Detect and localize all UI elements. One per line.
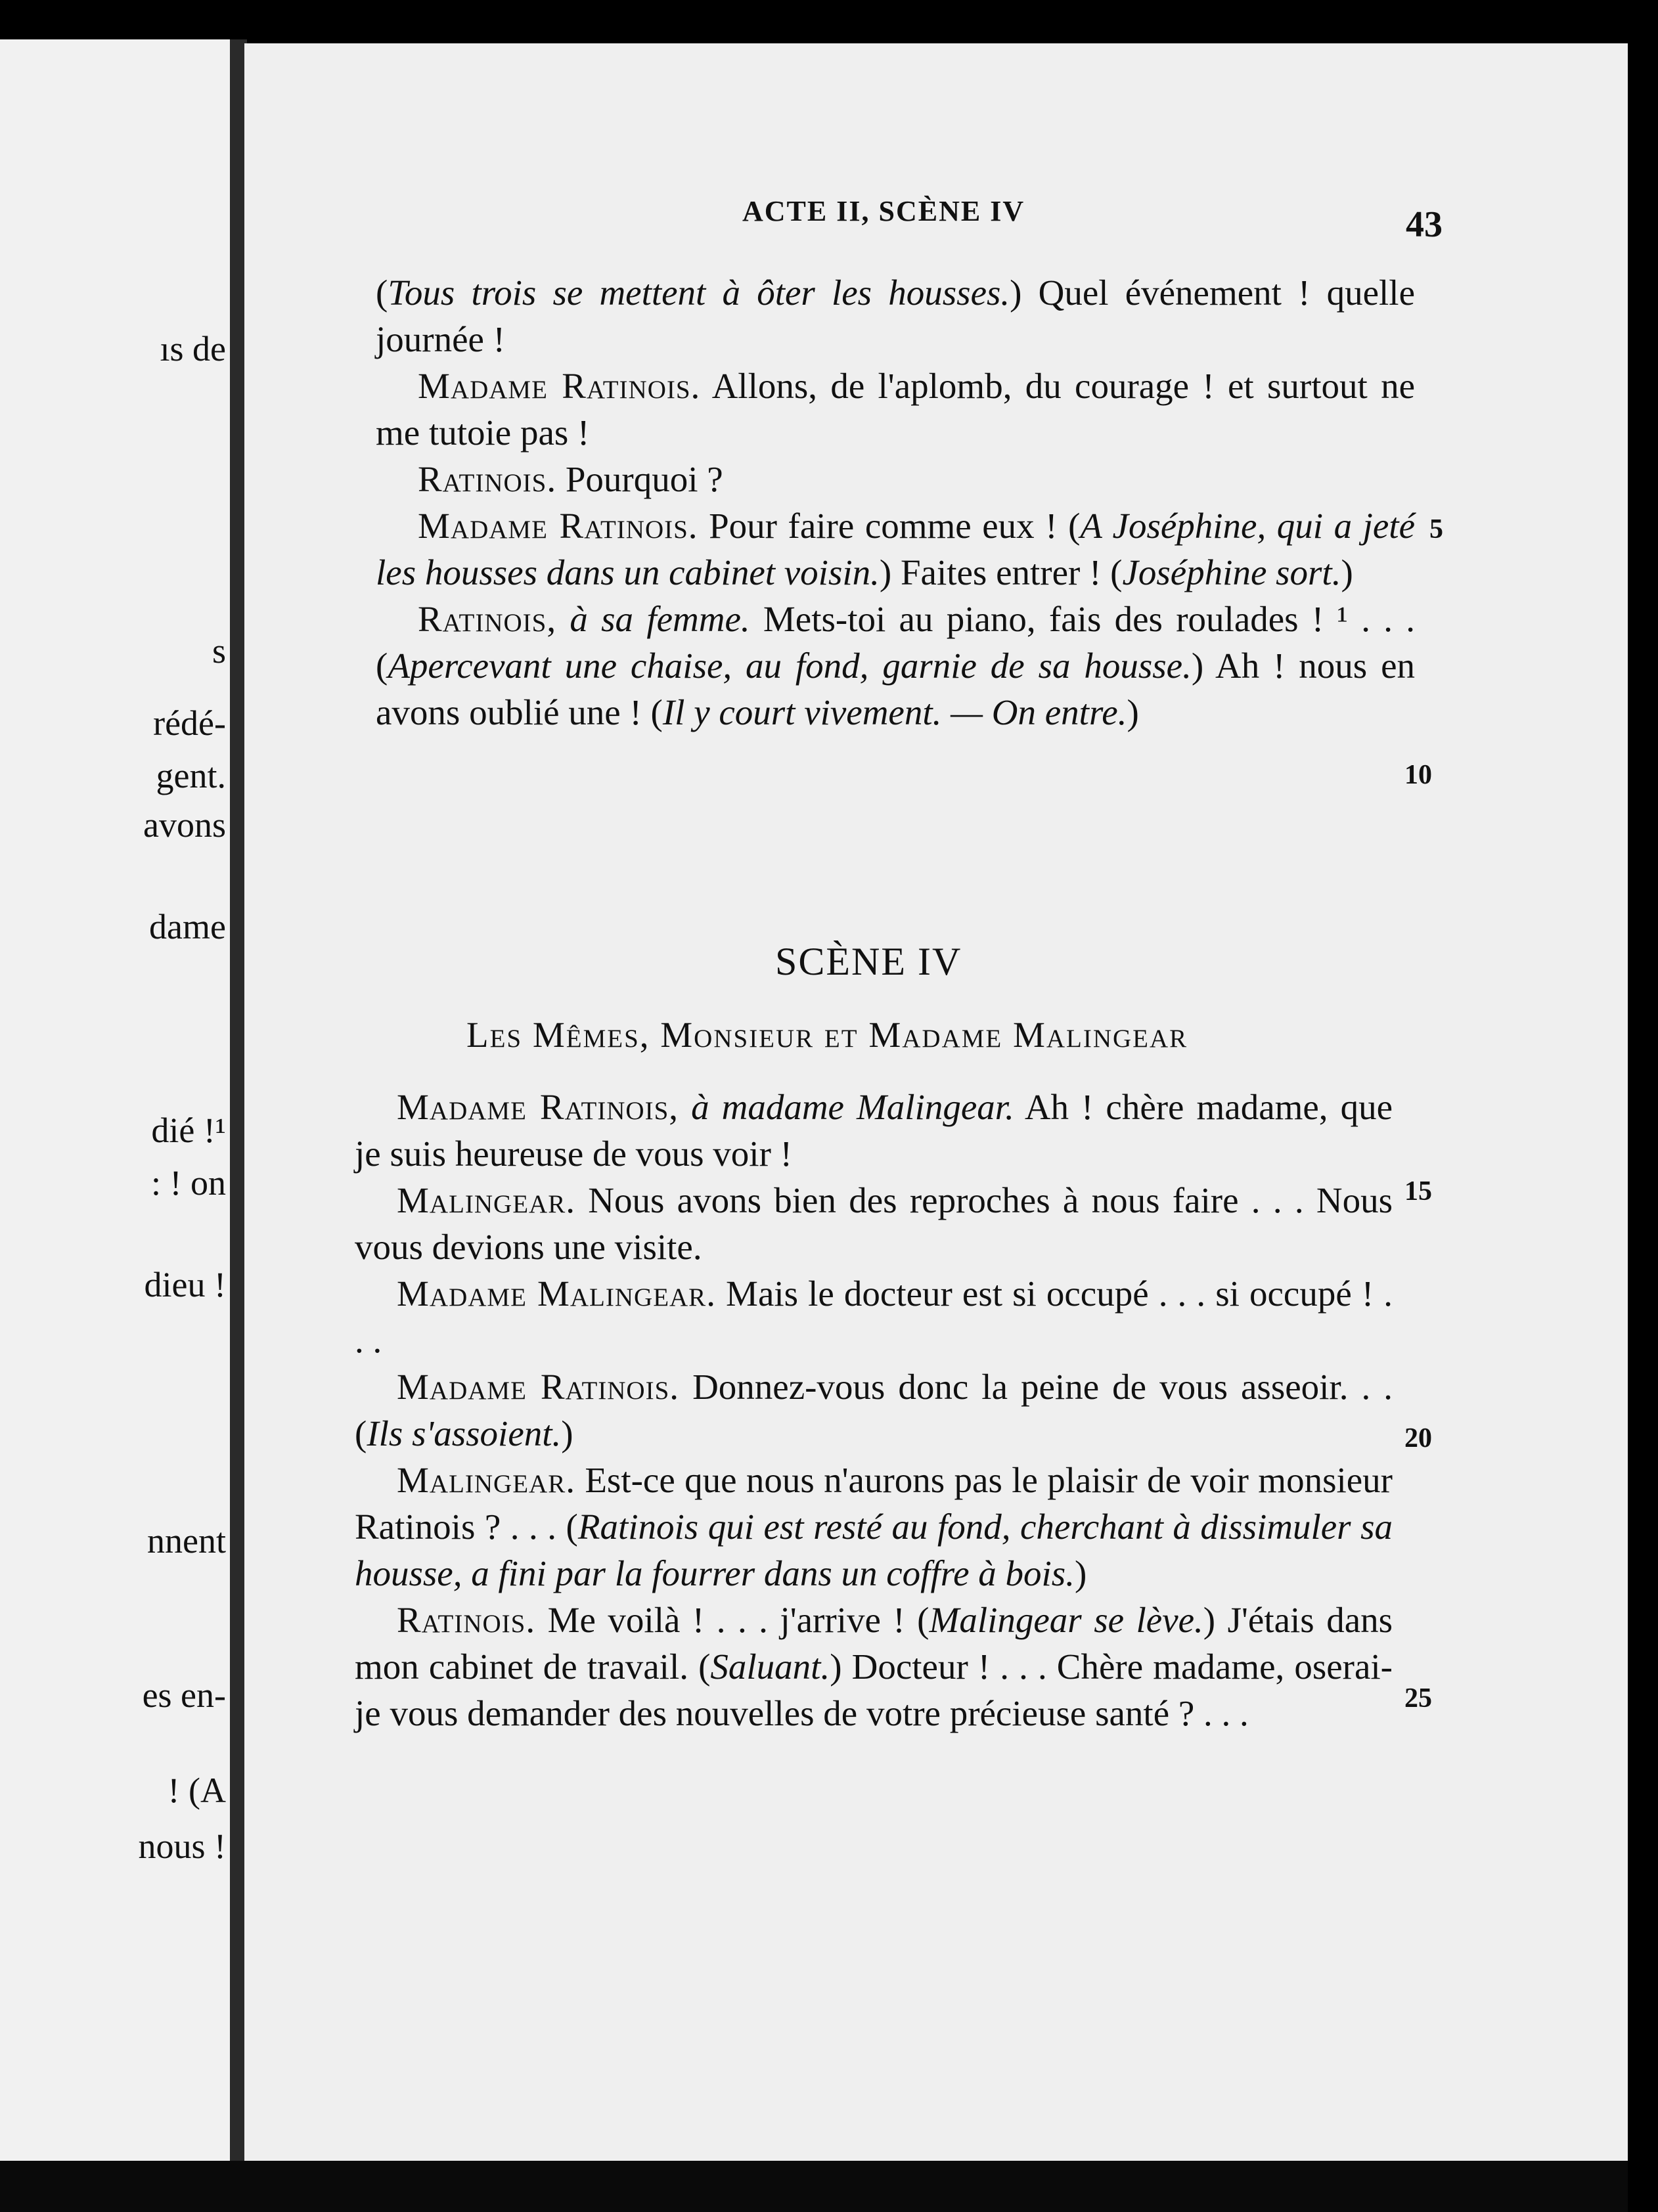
stage-direction: Ratinois qui est resté au fond, cherchant à dissimuler sa housse, a fini par la fourrer dans un coffre à bois. — [355, 1507, 1393, 1593]
page-number: 43 — [1406, 204, 1443, 245]
line-number: 25 — [1404, 1683, 1432, 1714]
line-number: 10 — [1404, 760, 1432, 790]
stage-direction: Ils s'assoient. — [367, 1413, 562, 1453]
speaker-name: Ratinois. — [397, 1600, 536, 1640]
line-number: 5 — [1429, 514, 1443, 544]
speaker-name: Malingear. — [397, 1460, 575, 1500]
dialogue-paragraph — [355, 1363, 1393, 1457]
left-page-fragment: nnent — [147, 1521, 226, 1560]
dialogue-paragraph — [376, 596, 1415, 736]
dialogue-text: Allons, de l'aplomb, du courage ! et surtout ne me tutoie pas ! — [376, 366, 1416, 453]
scene-characters: Les Mêmes, Monsieur et Madame Malingear — [466, 1015, 1188, 1055]
dialogue-text: ) Quel événement ! quelle journée ! — [376, 273, 1415, 359]
dialogue-paragraph — [355, 1457, 1393, 1597]
dialogue-text: Me voilà ! . . . j'arrive ! ( — [547, 1600, 930, 1640]
speaker-name: Madame Ratinois, — [397, 1087, 679, 1127]
left-page-fragments — [0, 39, 238, 2161]
stage-direction: Malingear se lève. — [929, 1600, 1203, 1640]
stage-direction: Il y court vivement. — On entre. — [662, 692, 1127, 732]
dialogue-paragraph — [355, 1177, 1393, 1270]
left-page-fragment: gent. — [156, 756, 226, 795]
left-page-fragment: dié !¹ — [151, 1111, 226, 1150]
dialogue-paragraph — [376, 269, 1415, 363]
dialogue-paragraph — [376, 363, 1415, 456]
left-page-fragment: rédé- — [153, 703, 226, 743]
stage-direction: Tous trois se mettent à ôter les housses. — [388, 273, 1010, 313]
dialogue-text: ) J'étais dans mon cabinet de travail. ( — [355, 1600, 1393, 1687]
stage-direction: à sa femme. — [570, 599, 750, 639]
dialogue-text: Mais le docteur est si occupé . . . si occupé ! . . . — [355, 1273, 1393, 1360]
stage-direction: Apercevant une chaise, au fond, garnie de sa housse. — [388, 646, 1192, 686]
speaker-name: Madame Ratinois. — [397, 1367, 680, 1407]
dialogue-text: ) Ah ! nous en avons oublié une ! ( — [376, 646, 1415, 732]
dialogue-text: ) — [561, 1413, 573, 1453]
dialogue-text: ) Docteur ! . . . Chère madame, oserai-je vous demander des nouvelles de votre précieuse santé ? . . . — [355, 1647, 1393, 1733]
left-page-fragment: ıs de — [160, 329, 226, 368]
dialogue-text: Est-ce que nous n'aurons pas le plaisir de voir monsieur Ratinois ? . . . ( — [355, 1460, 1393, 1547]
dialogue-block-1 — [376, 269, 1415, 736]
dialogue-text: Mets-toi au piano, fais des roulades ! ¹ . . . ( — [376, 599, 1415, 686]
dialogue-paragraph — [376, 456, 1415, 502]
speaker-name: Malingear. — [397, 1180, 575, 1220]
scan-right-edge — [1628, 0, 1658, 2212]
dialogue-text: Nous avons bien des reproches à nous faire . . . Nous vous devions une visite. — [355, 1180, 1393, 1267]
left-page-fragment: : ! on — [151, 1163, 226, 1203]
dialogue-block-2 — [355, 1084, 1393, 1736]
left-page-fragment: s — [212, 631, 226, 671]
left-page-fragment: avons — [143, 805, 226, 845]
stage-direction: Saluant. — [710, 1647, 830, 1687]
scene-title: SCÈNE IV — [775, 940, 962, 983]
stage-direction: à madame Malingear. — [691, 1087, 1014, 1127]
line-number: 20 — [1404, 1423, 1432, 1453]
dialogue-text: ) — [1127, 692, 1139, 732]
scan-bottom-edge — [0, 2161, 1658, 2212]
left-page-fragment: dieu ! — [144, 1265, 226, 1304]
left-page-fragment: dame — [149, 907, 226, 946]
dialogue-text: ) Faites entrer ! ( — [879, 552, 1123, 592]
dialogue-paragraph — [355, 1084, 1393, 1177]
left-page — [0, 39, 238, 2161]
dialogue-text: Ah ! chère madame, que je suis heureuse de vous voir ! — [355, 1087, 1393, 1174]
left-page-fragment: es en- — [142, 1675, 226, 1715]
dialogue-text: Donnez-vous donc la peine de vous asseoir. . . ( — [355, 1367, 1393, 1453]
dialogue-text: ) — [1341, 552, 1353, 592]
dialogue-paragraph — [376, 502, 1415, 596]
dialogue-text: Pour faire comme eux ! ( — [709, 506, 1081, 546]
dialogue-text: Pourquoi ? — [565, 459, 723, 499]
stage-direction: A Joséphine, qui a jeté les housses dans un cabinet voisin. — [376, 506, 1416, 592]
dialogue-paragraph — [355, 1270, 1393, 1363]
left-page-fragment: nous ! — [138, 1826, 226, 1866]
dialogue-paragraph — [355, 1597, 1393, 1736]
speaker-name: Madame Ratinois. — [418, 506, 698, 546]
line-number: 15 — [1404, 1176, 1432, 1206]
speaker-name: Madame Ratinois. — [418, 366, 701, 406]
dialogue-text: ( — [376, 273, 388, 313]
running-title: ACTE II, SCÈNE IV — [742, 195, 1025, 227]
speaker-name: Ratinois, — [418, 599, 557, 639]
stage-direction: Joséphine sort. — [1122, 552, 1341, 592]
speaker-name: Madame Malingear. — [397, 1273, 716, 1314]
speaker-name: Ratinois. — [418, 459, 557, 499]
left-page-fragment: ! (A — [168, 1771, 226, 1810]
dialogue-text: ) — [1074, 1553, 1087, 1593]
